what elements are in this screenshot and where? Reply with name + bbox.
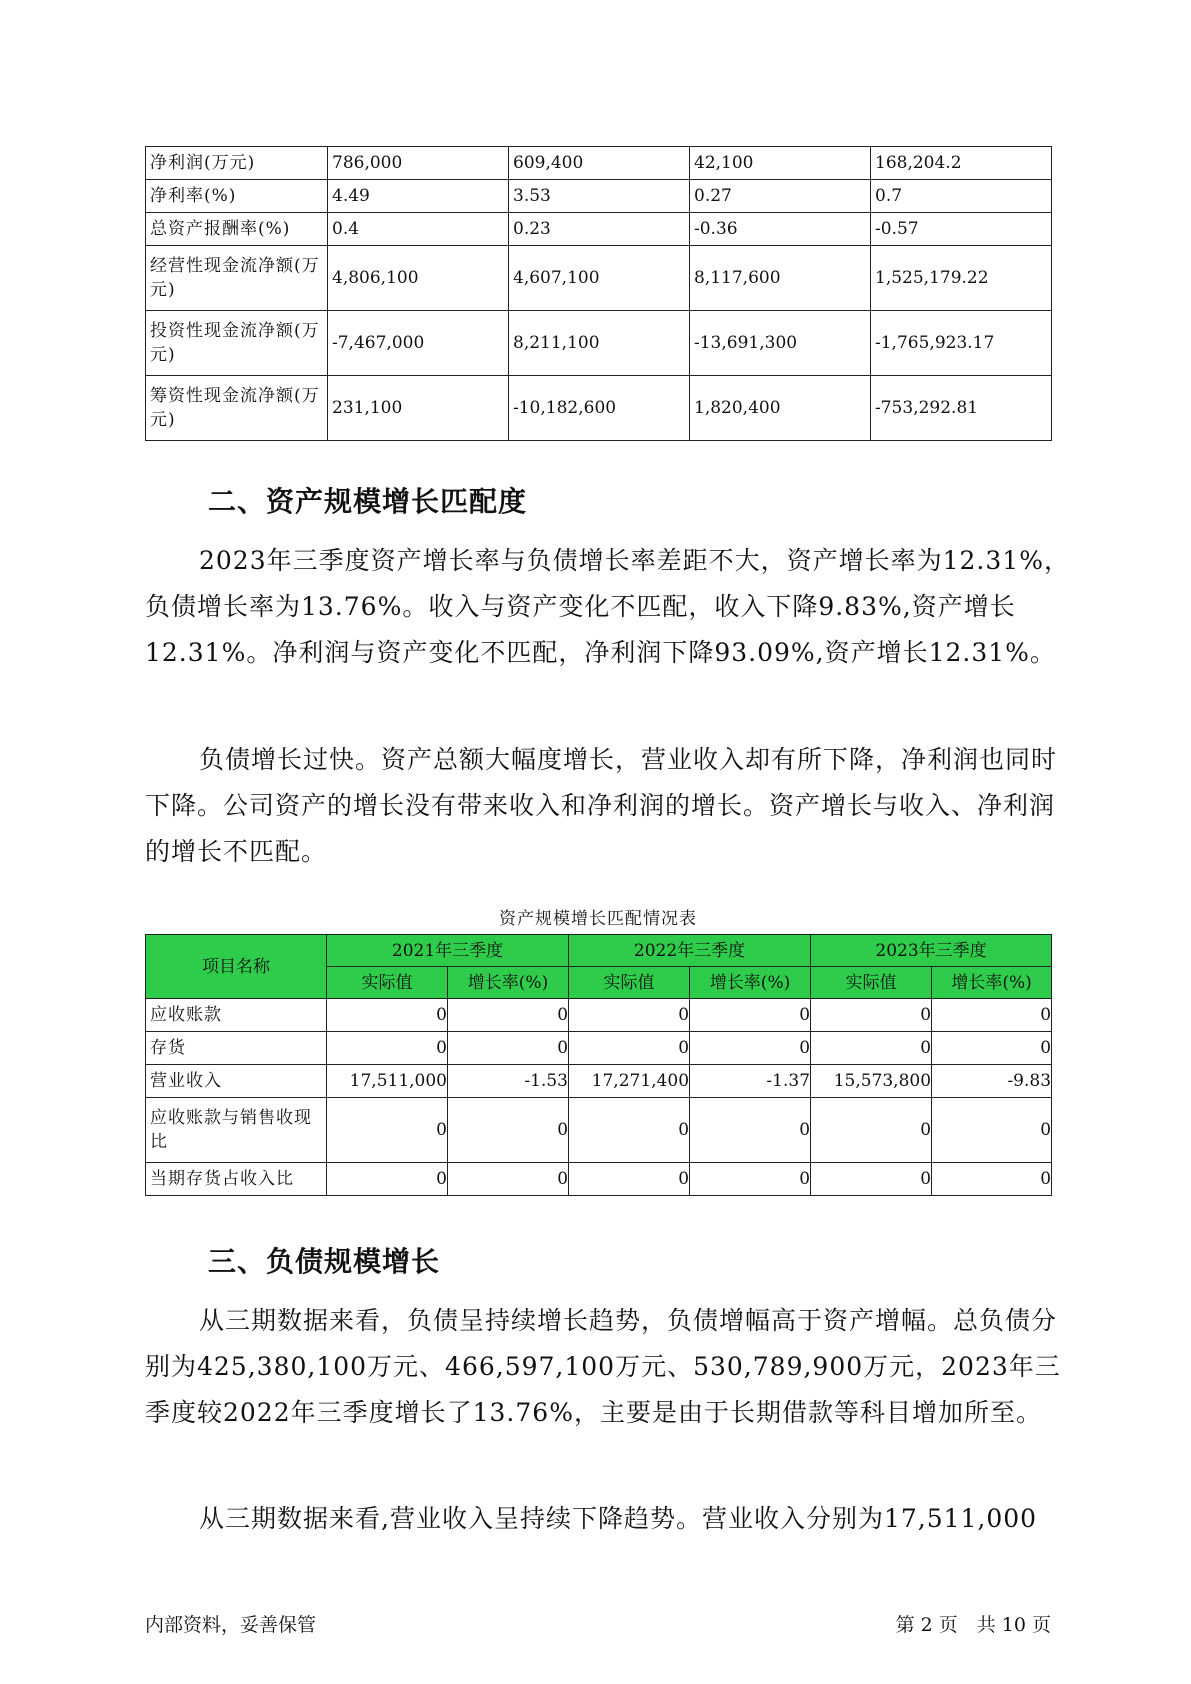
cell: 3.53 [509, 180, 690, 213]
section-heading: 三、负债规模增长 [208, 1245, 441, 1278]
cell: 0 [690, 1032, 811, 1065]
cell: 609,400 [509, 147, 690, 180]
table-row [146, 246, 1052, 311]
cell: 0 [690, 1163, 811, 1196]
cell: 0 [327, 1098, 448, 1163]
header-growth: 增长率(%) [690, 967, 811, 999]
table-row [146, 999, 1052, 1032]
footer-confidential: 内部资料，妥善保管 [145, 1614, 317, 1636]
table-row [146, 1163, 1052, 1196]
footer-page-number: 第 2 页 共 10 页 [895, 1614, 1051, 1636]
header-actual: 实际值 [327, 967, 448, 999]
cell: -1.53 [448, 1065, 569, 1098]
table-row [146, 180, 1052, 213]
row-label: 净利润(万元) [146, 147, 328, 180]
cell: 0 [690, 999, 811, 1032]
cell: 0 [811, 1163, 932, 1196]
cell: 0 [569, 999, 690, 1032]
financial-indicators-table [145, 146, 1052, 441]
asset-growth-match-table [145, 934, 1052, 1196]
cell: 0 [932, 1163, 1052, 1196]
cell: 0 [569, 1032, 690, 1065]
cell: -7,467,000 [328, 311, 509, 376]
cell: 17,271,400 [569, 1065, 690, 1098]
table-row [146, 147, 1052, 180]
row-label: 总资产报酬率(%) [146, 213, 328, 246]
cell: 0 [448, 1163, 569, 1196]
cell: 168,204.2 [871, 147, 1052, 180]
header-period: 2021年三季度 [327, 935, 569, 967]
header-actual: 实际值 [811, 967, 932, 999]
cell: -1.37 [690, 1065, 811, 1098]
paragraph [145, 1298, 1075, 1436]
cell: 0 [327, 999, 448, 1032]
row-label: 应收账款 [146, 999, 327, 1032]
row-label: 应收账款与销售收现比 [146, 1098, 327, 1163]
row-label: 投资性现金流净额(万元) [146, 311, 328, 376]
cell: 0 [448, 1098, 569, 1163]
row-label: 筹资性现金流净额(万元) [146, 376, 328, 441]
table-row [146, 376, 1052, 441]
cell: 0 [811, 999, 932, 1032]
cell: 17,511,000 [327, 1065, 448, 1098]
cell: 42,100 [690, 147, 871, 180]
table-row [146, 1065, 1052, 1098]
cell: 8,211,100 [509, 311, 690, 376]
cell: 0.7 [871, 180, 1052, 213]
header-item: 项目名称 [146, 935, 327, 999]
cell: 4,607,100 [509, 246, 690, 311]
cell: -9.83 [932, 1065, 1052, 1098]
paragraph [145, 538, 1075, 676]
header-row [146, 935, 1052, 967]
cell: 0 [811, 1032, 932, 1065]
paragraph-text: 负债增长过快。资产总额大幅度增长，营业收入却有所下降，净利润也同时下降。公司资产的增长没有带来收入和净利润的增长。资产增长与收入、净利润的增长不匹配。 [145, 745, 1058, 866]
cell: 0 [327, 1163, 448, 1196]
paragraph-text: 2023年三季度资产增长率与负债增长率差距不大，资产增长率为12.31%，负债增长率为13.76%。收入与资产变化不匹配，收入下降9.83%,资产增长12.31%。净利润与资产变化不匹配，净利润下降93.09%,资产增长12.31%。 [145, 546, 1070, 667]
header-period: 2022年三季度 [569, 935, 811, 967]
paragraph-text: 从三期数据来看，负债呈持续增长趋势，负债增幅高于资产增幅。总负债分别为425,380,100万元、466,597,100万元、530,789,900万元，2023年三季度较2022年三季度增长了13.76%，主要是由于长期借款等科目增加所至。 [145, 1306, 1061, 1427]
cell: 0 [327, 1032, 448, 1065]
table-row [146, 311, 1052, 376]
cell: 786,000 [328, 147, 509, 180]
cell: -1,765,923.17 [871, 311, 1052, 376]
cell: 231,100 [328, 376, 509, 441]
cell: 0.27 [690, 180, 871, 213]
cell: -10,182,600 [509, 376, 690, 441]
cell: 0 [932, 1098, 1052, 1163]
cell: 0 [932, 999, 1052, 1032]
table-row [146, 1032, 1052, 1065]
paragraph [145, 737, 1075, 875]
cell: -13,691,300 [690, 311, 871, 376]
row-label: 净利率(%) [146, 180, 328, 213]
header-actual: 实际值 [569, 967, 690, 999]
cell: -0.57 [871, 213, 1052, 246]
cell: 0 [448, 1032, 569, 1065]
cell: -0.36 [690, 213, 871, 246]
cell: 0 [690, 1098, 811, 1163]
cell: 0.23 [509, 213, 690, 246]
cell: 0.4 [328, 213, 509, 246]
header-growth: 增长率(%) [448, 967, 569, 999]
cell: 0 [569, 1163, 690, 1196]
row-label: 营业收入 [146, 1065, 327, 1098]
table-caption: 资产规模增长匹配情况表 [499, 909, 697, 929]
paragraph [145, 1496, 1075, 1542]
paragraph-text: 从三期数据来看,营业收入呈持续下降趋势。营业收入分别为17,511,000 [199, 1504, 1038, 1533]
row-label: 存货 [146, 1032, 327, 1065]
cell: 1,820,400 [690, 376, 871, 441]
table-row [146, 213, 1052, 246]
cell: 0 [811, 1098, 932, 1163]
row-label: 当期存货占收入比 [146, 1163, 327, 1196]
cell: 15,573,800 [811, 1065, 932, 1098]
header-growth: 增长率(%) [932, 967, 1052, 999]
section-heading: 二、资产规模增长匹配度 [208, 485, 528, 518]
header-period: 2023年三季度 [811, 935, 1052, 967]
cell: 8,117,600 [690, 246, 871, 311]
cell: 0 [569, 1098, 690, 1163]
table-row [146, 1098, 1052, 1163]
cell: 0 [932, 1032, 1052, 1065]
cell: 4,806,100 [328, 246, 509, 311]
cell: -753,292.81 [871, 376, 1052, 441]
cell: 1,525,179.22 [871, 246, 1052, 311]
row-label: 经营性现金流净额(万元) [146, 246, 328, 311]
cell: 4.49 [328, 180, 509, 213]
cell: 0 [448, 999, 569, 1032]
